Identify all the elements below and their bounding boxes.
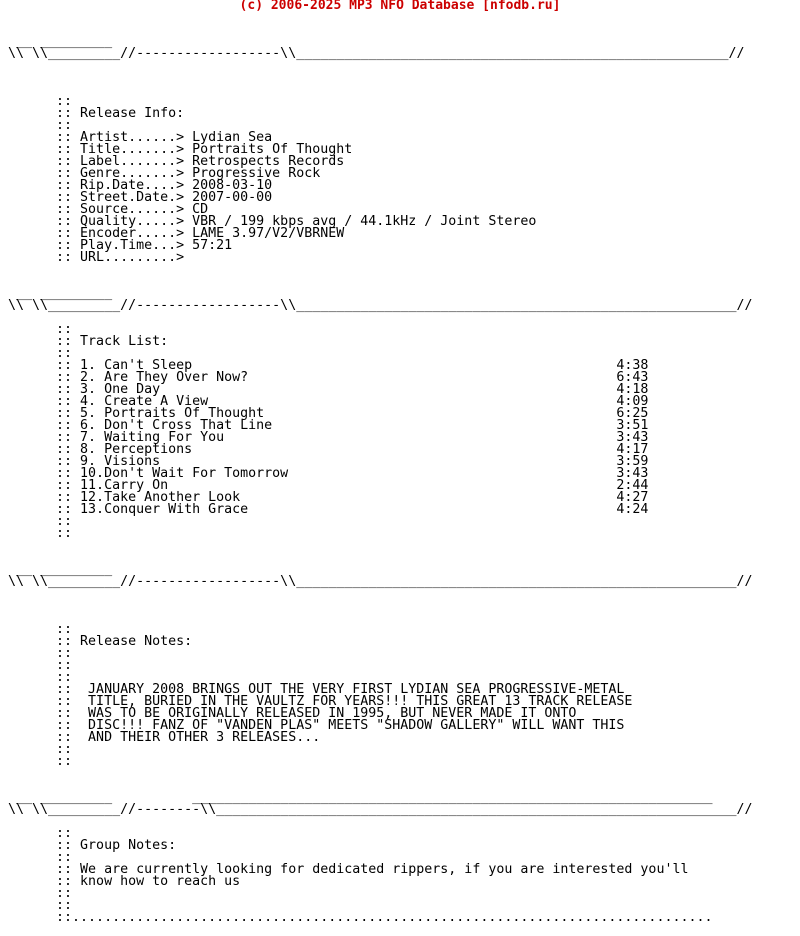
track-list-heading: :: Track List:	[8, 334, 169, 349]
separator: ::	[8, 622, 73, 637]
separator: ::	[8, 754, 73, 769]
group-notes-line: :: We are currently looking for dedicated rippers, if you are interested you'll	[8, 862, 689, 877]
dots-line: ::................................................................................	[8, 910, 713, 925]
divider-bottom: \\ \\_________//------------------\\_______________________________________________________//	[8, 574, 753, 589]
track-row: :: 7. Waiting For You 3:43	[8, 430, 649, 445]
divider-top: __ _________	[8, 562, 689, 577]
label-line: :: Label.......> Retrospects Records	[8, 154, 345, 169]
notes-line: :: AND THEIR OTHER 3 RELEASES...	[8, 730, 321, 745]
source-line: :: Source......> CD	[8, 202, 209, 217]
title-line: :: Title.......> Portraits Of Thought	[8, 142, 353, 157]
play-time-line: :: Play.Time...> 57:21	[8, 238, 233, 253]
track-row: :: 11.Carry On 2:44	[8, 478, 649, 493]
track-row: :: 1. Can't Sleep 4:38	[8, 358, 649, 373]
copyright-text: (c) 2006-2025 MP3 NFO Database [nfodb.ru]	[239, 0, 561, 13]
release-info-heading: :: Release Info:	[8, 106, 185, 121]
track-row: :: 10.Don't Wait For Tomorrow 3:43	[8, 466, 649, 481]
genre-line: :: Genre.......> Progressive Rock	[8, 166, 321, 181]
encoder-line: :: Encoder.....> LAME 3.97/V2/VBRNEW	[8, 226, 345, 241]
separator: ::	[8, 346, 73, 361]
group-notes-line: :: know how to reach us	[8, 874, 241, 889]
track-row: :: 3. One Day 4:18	[8, 382, 649, 397]
group-notes-heading: :: Group Notes:	[8, 838, 177, 853]
divider-top: __ _________ _________________________________________________________________	[8, 790, 713, 805]
separator: ::	[8, 526, 73, 541]
quality-line: :: Quality.....> VBR / 199 kbps avg / 44.1kHz / Joint Stereo	[8, 214, 537, 229]
copyright-header	[0, 0, 800, 12]
notes-line: :: TITLE, BURIED IN THE VAULTZ FOR YEARS!!! THIS GREAT 13 TRACK RELEASE	[8, 694, 633, 709]
separator: ::	[8, 742, 73, 757]
url-line: :: URL.........>	[8, 250, 185, 265]
release-notes-heading: :: Release Notes:	[8, 634, 193, 649]
track-row: :: 5. Portraits Of Thought 6:25	[8, 406, 649, 421]
track-row: :: 12.Take Another Look 4:27	[8, 490, 649, 505]
separator: ::	[8, 514, 73, 529]
divider-top: __ _________	[8, 286, 689, 301]
notes-line: :: JANUARY 2008 BRINGS OUT THE VERY FIRST LYDIAN SEA PROGRESSIVE-METAL	[8, 682, 625, 697]
street-date-line: :: Street.Date.> 2007-00-00	[8, 190, 273, 205]
separator: ::	[8, 646, 73, 661]
separator: ::	[8, 670, 73, 685]
separator: ::	[8, 658, 73, 673]
divider-bottom: \\ \\_________//------------------\\_______________________________________________________//	[8, 298, 753, 313]
separator: ::	[8, 94, 73, 109]
separator: ::	[8, 118, 73, 133]
separator: ::	[8, 322, 73, 337]
notes-line: :: WAS TO BE ORIGINALLY RELEASED IN 1995, BUT NEVER MADE IT ONTO	[8, 706, 577, 721]
nfo-document	[8, 12, 753, 924]
track-row: :: 6. Don't Cross That Line 3:51	[8, 418, 649, 433]
track-row: :: 2. Are They Over Now? 6:43	[8, 370, 649, 385]
divider-bottom: \\ \\_________//--------\\_________________________________________________________________//	[8, 802, 753, 817]
divider-bottom: \\ \\_________//------------------\\______________________________________________________//	[8, 46, 745, 61]
rip-date-line: :: Rip.Date....> 2008-03-10	[8, 178, 273, 193]
track-row: :: 13.Conquer With Grace 4:24	[8, 502, 649, 517]
separator: ::	[8, 898, 73, 913]
notes-line: :: DISC!!! FANZ OF "VANDEN PLAS" MEETS "SHADOW GALLERY" WILL WANT THIS	[8, 718, 625, 733]
track-row: :: 8. Perceptions 4:17	[8, 442, 649, 457]
separator: ::	[8, 886, 73, 901]
artist-line: :: Artist......> Lydian Sea	[8, 130, 273, 145]
track-row: :: 4. Create A View 4:09	[8, 394, 649, 409]
track-row: :: 9. Visions 3:59	[8, 454, 649, 469]
separator: ::	[8, 826, 73, 841]
separator: ::	[8, 850, 73, 865]
divider-top: __ _________	[8, 34, 681, 49]
